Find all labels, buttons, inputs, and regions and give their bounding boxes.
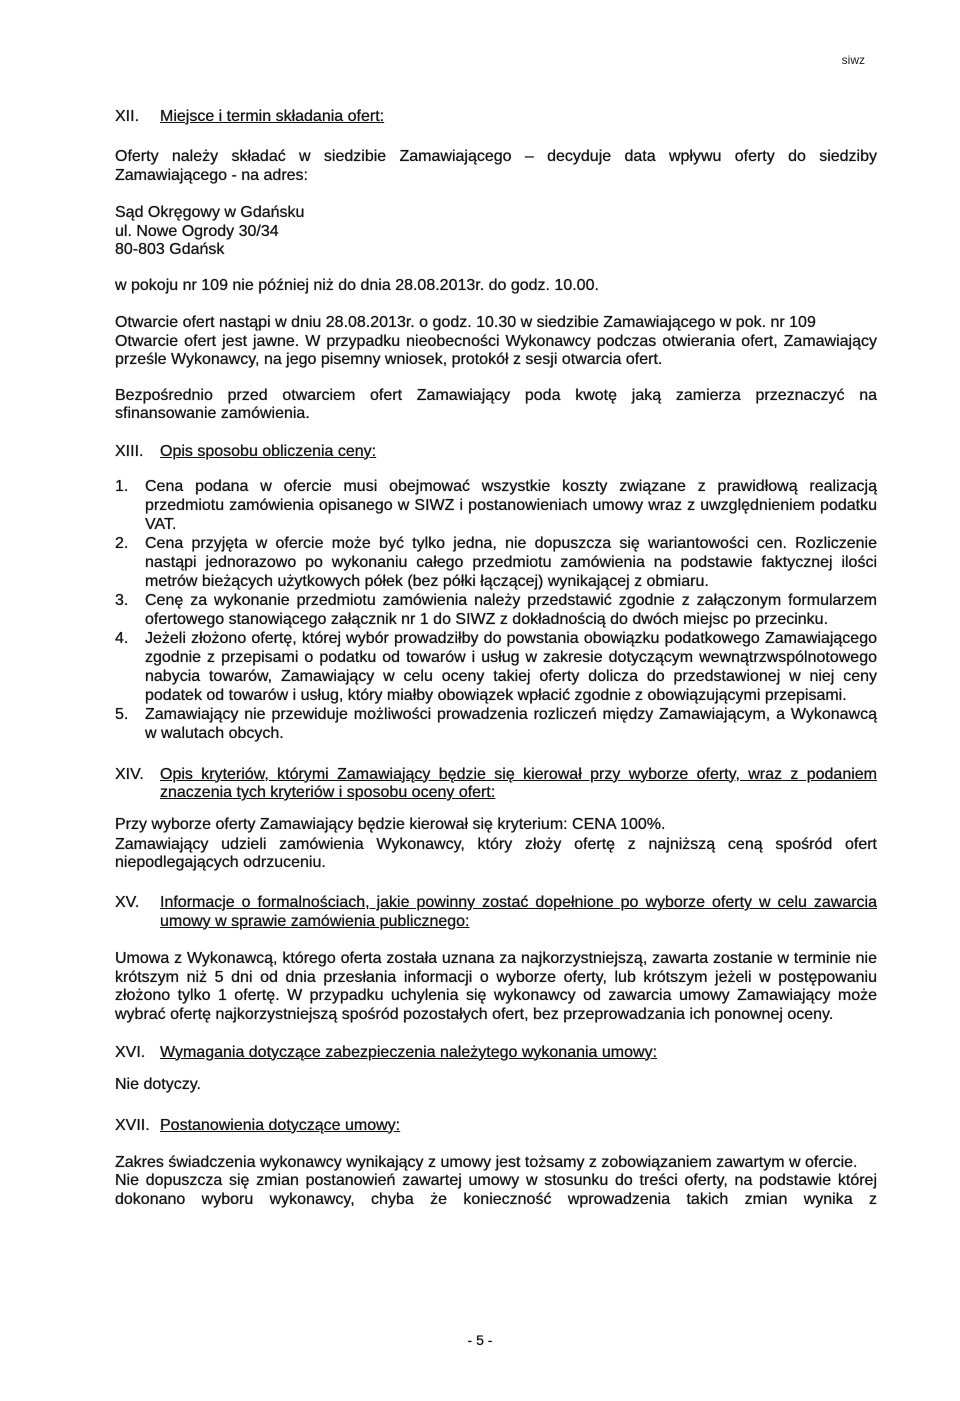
- selection-criterion: Przy wyborze oferty Zamawiający będzie kierował się kryterium: CENA 100%.: [115, 815, 666, 833]
- list-item-number: 2.: [115, 534, 129, 552]
- address-line: 80-803 Gdańsk: [115, 241, 225, 258]
- contract-changes: Nie dopuszcza się zmian postanowień zawartej umowy w stosunku do treści oferty, na podstawie której dokonano wyboru wykonawcy, chyba że konieczność wprowadzenia takich zmian wynika z: [115, 1172, 877, 1208]
- section-number: XII.: [115, 108, 140, 125]
- list-item-text: Cena przyjęta w ofercie może być tylko jedna, nie dopuszcza się wariantowości cen. Rozliczenie nastąpi jednorazowo po wykonaniu całego przedmiotu zamówienia na podstawie faktycznej ilości metrów bieżących użytkowych półek (bez półki łączącej) wynikającej z obmiaru.: [145, 534, 877, 590]
- list-item: [115, 705, 877, 743]
- list-item-text: Jeżeli złożono ofertę, której wybór prowadziłby do powstania obowiązku podatkowego Zamawiającego zgodnie z przepisami o podatku od towarów i usług w zakresie dotyczącym wewnątrzwspólnotowego nabycia towarów, Zamawiający w celu oceny takiej oferty dolicza do przedstawionej w niej ceny podatek od towarów i usług, który miałby obowiązek wpłacić zgodnie z obowiązującymi przepisami.: [145, 629, 877, 704]
- section-xvi-heading: [115, 1044, 877, 1063]
- section-number: XIV.: [115, 765, 144, 783]
- section-number: XVII.: [115, 1116, 150, 1134]
- section-xiii-heading: [115, 443, 877, 462]
- opening-public-info: Otwarcie ofert jest jawne. W przypadku nieobecności Wykonawcy podczas otwierania ofert, Zamawiający prześle Wykonawcy, na jego pisemny wniosek, protokół z sesji otwarcia ofert.: [115, 332, 877, 368]
- contract-scope: Zakres świadczenia wykonawcy wynikający z umowy jest tożsamy z zobowiązaniem zawartym w ofercie.: [115, 1153, 858, 1171]
- list-item: [115, 534, 877, 591]
- list-item-number: 5.: [115, 705, 129, 723]
- submission-deadline: w pokoju nr 109 nie później niż do dnia 28.08.2013r. do godz. 10.00.: [115, 277, 599, 294]
- document-header-label: siwz: [841, 53, 865, 67]
- list-item-text: Cenę za wykonanie przedmiotu zamówienia należy przedstawić zgodnie z załączonym formularzem ofertowego stanowiącego załącznik nr 1 do SIWZ z dokładnością do dwóch miejsc po przecinku.: [145, 591, 877, 628]
- security-requirement-text: Nie dotyczy.: [115, 1075, 201, 1093]
- list-item-number: 4.: [115, 629, 129, 647]
- section-xiv-heading: [115, 766, 877, 803]
- section-title: Wymagania dotyczące zabezpieczenia należytego wykonania umowy:: [160, 1043, 658, 1061]
- section-title: Opis kryteriów, którymi Zamawiający będzie się kierował przy wyborze oferty, wraz z podaniem znaczenia tych kryteriów i sposobu oceny ofert:: [160, 765, 877, 801]
- document-body: [115, 108, 877, 1209]
- budget-note: Bezpośrednio przed otwarciem ofert Zamawiający poda kwotę jaką zamierza przeznaczyć na sfinansowanie zamówienia.: [115, 386, 877, 422]
- section-number: XIII.: [115, 442, 144, 460]
- submission-intro: Oferty należy składać w siedzibie Zamawiającego – decyduje data wpływu oferty do siedziby Zamawiającego - na adres:: [115, 148, 877, 184]
- address-line: ul. Nowe Ogrody 30/34: [115, 222, 279, 240]
- section-xv-heading: [115, 894, 877, 931]
- section-title: Opis sposobu obliczenia ceny:: [160, 442, 377, 460]
- section-title: Postanowienia dotyczące umowy:: [160, 1116, 401, 1134]
- list-item-text: Cena podana w ofercie musi obejmować wszystkie koszty związane z prawidłową realizacją przedmiotu zamówienia opisanego w SIWZ i postanowieniach umowy wraz z uwzględnieniem podatku VAT.: [145, 477, 877, 533]
- list-item: [115, 591, 877, 629]
- section-title: Miejsce i termin składania ofert:: [160, 108, 385, 125]
- section-xvii-heading: [115, 1117, 877, 1136]
- price-rules-list: [115, 477, 877, 743]
- section-number: XVI.: [115, 1043, 146, 1061]
- contract-formalities: Umowa z Wykonawcą, którego oferta została uznana za najkorzystniejszą, zawarta zostanie w terminie nie krótszym niż 5 dni od dnia przesłania informacji o wyborze oferty, lub krótszym jeżeli w postępowaniu złożono tylko 1 ofertę. W przypadku uchylenia się wykonawcy od zawarcia umowy Zamawiający może wybrać ofertę najkorzystniejszą spośród pozostałych ofert, bez przeprowadzania ich ponownej oceny.: [115, 950, 877, 1023]
- award-rule: Zamawiający udzieli zamówienia Wykonawcy, który złoży ofertę z najniższą ceną spośród ofert niepodlegających odrzuceniu.: [115, 835, 877, 871]
- list-item-number: 3.: [115, 591, 129, 609]
- address-line: Sąd Okręgowy w Gdańsku: [115, 204, 305, 221]
- list-item: [115, 629, 877, 705]
- list-item-text: Zamawiający nie przewiduje możliwości prowadzenia rozliczeń między Zamawiającym, a Wykonawcą w walutach obcych.: [145, 705, 877, 742]
- page-number: - 5 -: [467, 1332, 493, 1348]
- section-title: Informacje o formalnościach, jakie powinny zostać dopełnione po wyborze oferty w celu zawarcia umowy w sprawie zamówienia publicznego:: [160, 894, 877, 930]
- list-item: [115, 477, 877, 534]
- section-xii-heading: [115, 108, 877, 127]
- opening-info: Otwarcie ofert nastąpi w dniu 28.08.2013r. o godz. 10.30 w siedzibie Zamawiającego w pok. nr 109: [115, 314, 816, 331]
- address-block: [115, 204, 877, 260]
- list-item-number: 1.: [115, 477, 129, 495]
- section-number: XV.: [115, 894, 140, 911]
